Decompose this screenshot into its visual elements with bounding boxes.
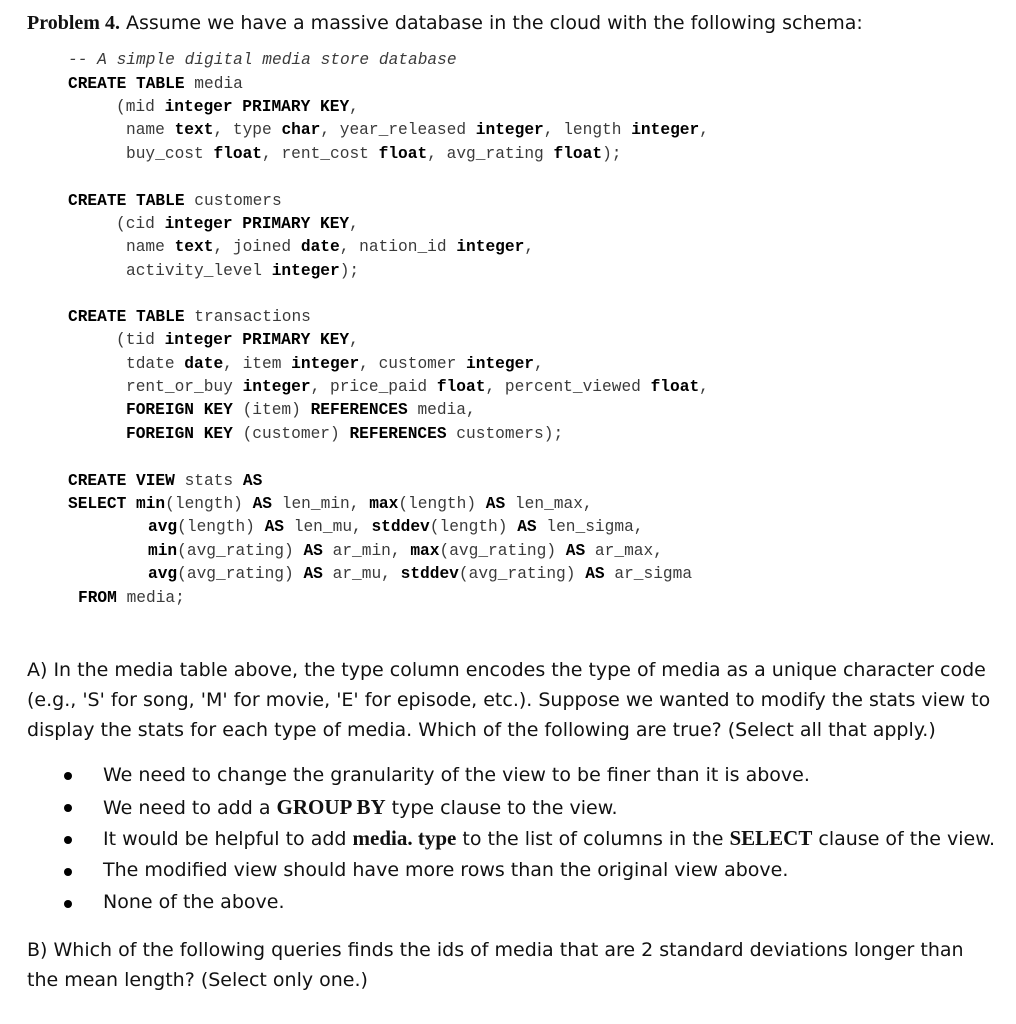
question-a-text: A) In the media table above, the type column encodes the type of media as a unique character code (e.g., 'S' for song, 'M' for movie, 'E' for episode, etc.). Suppose we wanted to modify the stats view to display the stats for each type of media. Which of the following are true? (Select all that apply.) [27, 659, 991, 741]
bullet-icon [64, 772, 72, 780]
question-b-text: B) Which of the following queries finds the ids of media that are 2 standard deviations longer than the mean length? (Select only one.) [27, 939, 964, 991]
customers-line-1: (cid integer PRIMARY KEY, [116, 215, 359, 233]
customers-line-2: name text, joined date, nation_id integer, [126, 238, 535, 256]
option-a5[interactable]: None of the above. [103, 891, 285, 913]
view-line-5: FROM media; [78, 589, 185, 607]
bullet-icon [64, 836, 72, 844]
view-create-line: CREATE VIEW stats AS [68, 472, 263, 490]
view-line-1: SELECT min(length) AS len_min, max(length) AS len_max, [68, 495, 593, 513]
bullet-icon [64, 868, 72, 876]
transactions-create-line: CREATE TABLE transactions [68, 308, 311, 326]
bullet-icon [64, 900, 72, 908]
media-line-3: buy_cost float, rent_cost float, avg_rating float); [126, 145, 622, 163]
problem-label: Problem 4. [27, 12, 120, 34]
transactions-line-5: FOREIGN KEY (customer) REFERENCES customers); [126, 425, 564, 443]
option-a4[interactable]: The modified view should have more rows than the original view above. [103, 859, 789, 881]
view-line-3: min(avg_rating) AS ar_min, max(avg_rating) AS ar_max, [148, 542, 663, 560]
problem-heading [27, 12, 863, 35]
option-a1[interactable]: We need to change the granularity of the view to be finer than it is above. [103, 764, 810, 786]
customers-line-3: activity_level integer); [126, 262, 360, 280]
schema-comment: -- A simple digital media store database [68, 51, 457, 69]
media-line-1: (mid integer PRIMARY KEY, [116, 98, 359, 116]
transactions-line-4: FOREIGN KEY (item) REFERENCES media, [126, 401, 476, 419]
media-create-line: CREATE TABLE media [68, 75, 243, 93]
view-line-2: avg(length) AS len_mu, stddev(length) AS len_sigma, [148, 518, 644, 536]
transactions-line-2: tdate date, item integer, customer integer, [126, 355, 544, 373]
transactions-line-3: rent_or_buy integer, price_paid float, percent_viewed float, [126, 378, 709, 396]
option-a3[interactable]: It would be helpful to add media. type to the list of columns in the SELECT clause of the view. [103, 826, 996, 850]
problem-intro: Assume we have a massive database in the cloud with the following schema: [126, 12, 863, 34]
customers-create-line: CREATE TABLE customers [68, 192, 282, 210]
transactions-line-1: (tid integer PRIMARY KEY, [116, 331, 359, 349]
media-line-2: name text, type char, year_released integer, length integer, [126, 121, 709, 139]
option-a2[interactable]: We need to add a GROUP BY type clause to the view. [103, 795, 618, 819]
bullet-icon [64, 804, 72, 812]
view-line-4: avg(avg_rating) AS ar_mu, stddev(avg_rating) AS ar_sigma [148, 565, 693, 583]
